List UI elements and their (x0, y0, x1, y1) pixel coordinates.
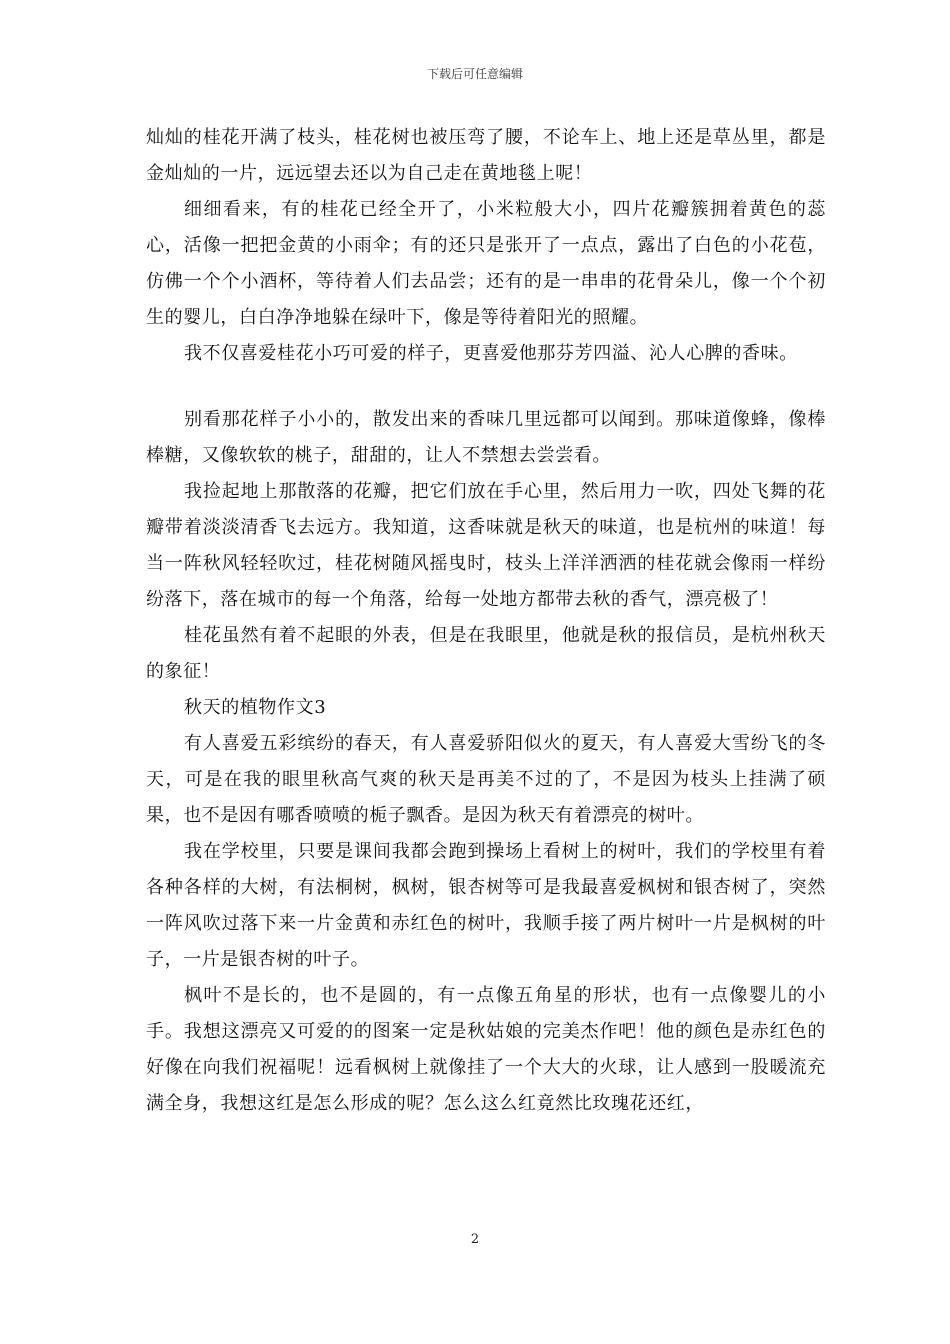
paragraph-9: 枫叶不是长的，也不是圆的，有一点像五角星的形状，也有一点像婴儿的小手。我想这漂亮又可爱的的图案一定是秋姑娘的完美杰作吧！他的颜色是赤红色的好像在向我们祝福呢！远看枫树上就像挂了一个大大的火球，让人感到一股暖流充满全身，我想这红是怎么形成的呢？怎么这么红竟然比玫瑰花还红， (146, 985, 826, 1114)
page-header: 下载后可任意编辑 (426, 67, 523, 81)
paragraph-8: 我在学校里，只要是课间我都会跑到操场上看树上的树叶，我们的学校里有着各种各样的大树，有法桐树，枫树，银杏树等可是我最喜爱枫树和银杏树了，突然一阵风吹过落下来一片金黄和赤红色的树叶，我顺手接了两片树叶一片是枫树的叶子，一片是银杏树的叶子。 (146, 841, 826, 970)
paragraph-5: 我捡起地上那散落的花瓣，把它们放在手心里，然后用力一吹，四处飞舞的花瓣带着淡淡清香飞去远方。我知道，这香味就是秋天的味道，也是杭州的味道！每当一阵秋风轻轻吹过，桂花树随风摇曳时，枝头上洋洋洒洒的桂花就会像雨一样纷纷落下，落在城市的每一个角落，给每一处地方都带去秋的香气，漂亮极了！ (146, 481, 826, 610)
section-heading: 秋天的植物作文3 (184, 697, 327, 718)
page-number: 2 (470, 1232, 480, 1247)
paragraph-1: 灿灿的桂花开满了枝头，桂花树也被压弯了腰，不论车上、地上还是草丛里，都是金灿灿的一片，远远望去还以为自己走在黄地毯上呢！ (146, 127, 826, 184)
paragraph-3: 我不仅喜爱桂花小巧可爱的样子，更喜爱他那芬芳四溢、沁人心脾的香味。 (184, 343, 798, 364)
document-body (146, 120, 826, 1122)
paragraph-6: 桂花虽然有着不起眼的外表，但是在我眼里，他就是秋的报信员，是杭州秋天的象征！ (146, 625, 826, 682)
paragraph-4: 别看那花样子小小的，散发出来的香味几里远都可以闻到。那味道像蜂，像棒棒糖，又像软软的桃子，甜甜的，让人不禁想去尝尝看。 (146, 409, 826, 466)
paragraph-7: 有人喜爱五彩缤纷的春天，有人喜爱骄阳似火的夏天，有人喜爱大雪纷飞的冬天，可是在我的眼里秋高气爽的秋天是再美不过的了，不是因为枝头上挂满了硕果，也不是因有哪香喷喷的栀子飘香。是因为秋天有着漂亮的树叶。 (146, 733, 826, 826)
paragraph-2: 细细看来，有的桂花已经全开了，小米粒般大小，四片花瓣簇拥着黄色的蕊心，活像一把把金黄的小雨伞；有的还只是张开了一点点，露出了白色的小花苞，仿佛一个个小酒杯，等待着人们去品尝；还有的是一串串的花骨朵儿，像一个个初生的婴儿，白白净净地躲在绿叶下，像是等待着阳光的照耀。 (146, 199, 826, 328)
